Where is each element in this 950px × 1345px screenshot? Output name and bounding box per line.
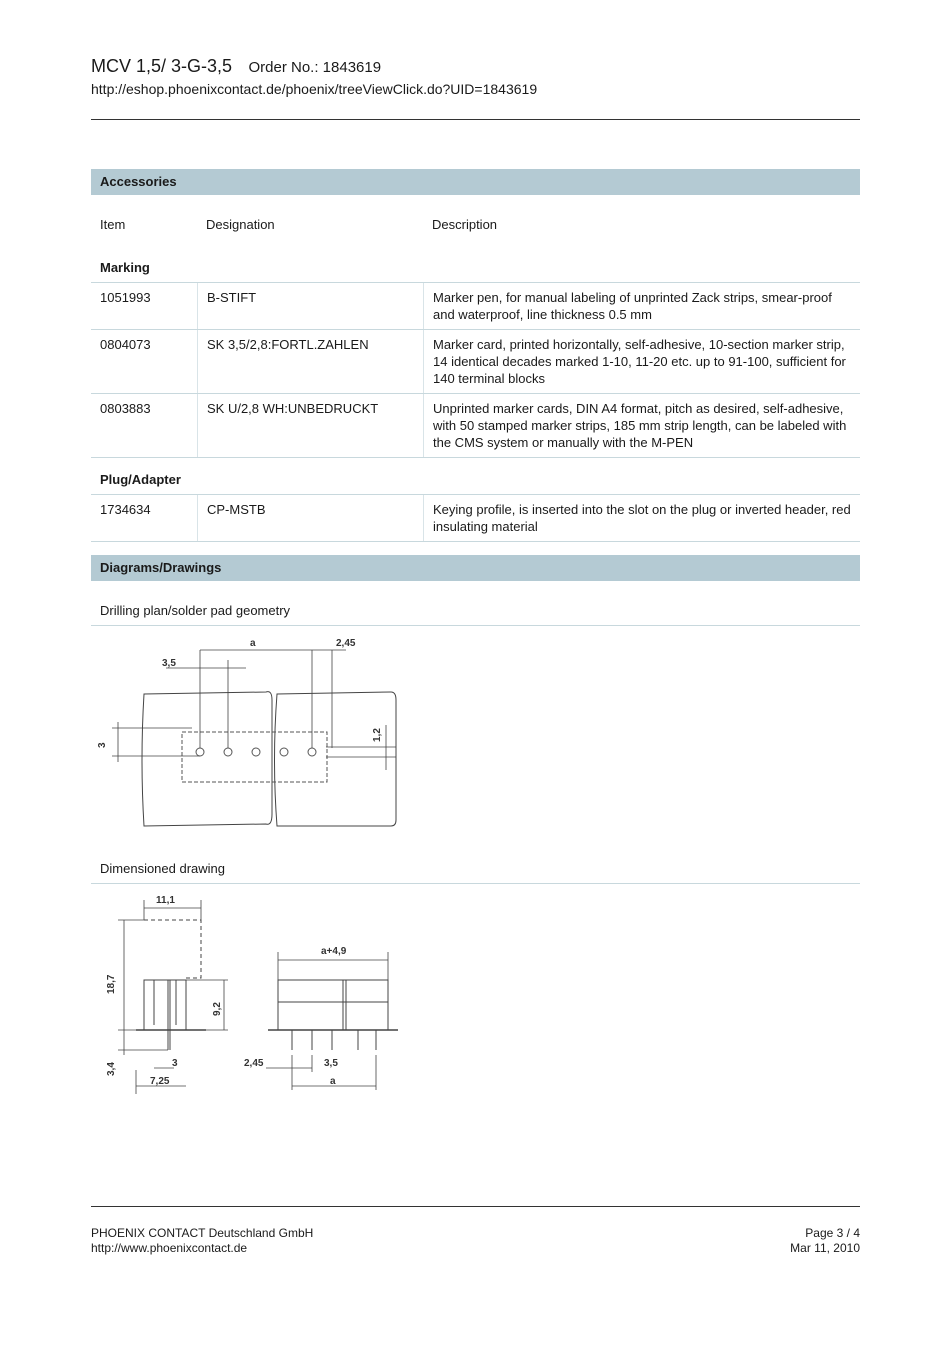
drilling-plan-drawing xyxy=(96,630,406,830)
header-divider xyxy=(91,119,860,120)
dim-label-9-2: 9,2 xyxy=(212,1002,223,1016)
designation: CP-MSTB xyxy=(198,495,424,542)
dim-label-3: 3 xyxy=(172,1058,178,1069)
footer-left xyxy=(91,1226,313,1256)
pcb-outline xyxy=(142,692,396,826)
column-header-designation: Designation xyxy=(206,217,275,232)
designation: SK U/2,8 WH:UNBEDRUCKT xyxy=(198,394,424,458)
description: Marker card, printed horizontally, self-adhesive, 10-section marker strip, 14 identical decades marked 1-10, 11-20 etc. up to 91-100, sufficient for 140 terminal blocks xyxy=(424,330,861,394)
dim-label-1-2: 1,2 xyxy=(372,728,383,742)
column-header-item: Item xyxy=(100,217,126,232)
product-url[interactable]: http://eshop.phoenixcontact.de/phoenix/treeViewClick.do?UID=1843619 xyxy=(91,81,538,97)
dimensioned-drawing xyxy=(96,890,416,1105)
diagrams-section-header: Diagrams/Drawings xyxy=(91,555,860,581)
dim-label-a-plus-4-9: a+4,9 xyxy=(321,946,347,957)
item-number: 1734634 xyxy=(91,495,198,542)
dim-label-2-45: 2,45 xyxy=(336,638,356,649)
dim-label-11-1: 11,1 xyxy=(156,895,175,906)
dim-label-2-45: 2,45 xyxy=(244,1058,264,1069)
description: Keying profile, is inserted into the slot on the plug or inverted header, red insulating material xyxy=(424,495,861,542)
footer-divider xyxy=(91,1206,860,1207)
dim-label-7-25: 7,25 xyxy=(150,1076,170,1087)
dim-label-3-5: 3,5 xyxy=(162,658,176,669)
item-number: 1051993 xyxy=(91,283,198,330)
drilling-plan-title: Drilling plan/solder pad geometry xyxy=(100,603,291,618)
dim-label-a: a xyxy=(250,638,256,649)
dim-label-a: a xyxy=(330,1076,336,1087)
dim-label-3-4: 3,4 xyxy=(106,1062,117,1076)
dim-label-3: 3 xyxy=(97,742,108,748)
drilling-plan-divider xyxy=(91,625,860,626)
table-row xyxy=(91,394,860,458)
item-number: 0803883 xyxy=(91,394,198,458)
table-row xyxy=(91,495,860,542)
product-name: MCV 1,5/ 3-G-3,5 xyxy=(91,56,233,76)
dim-label-3-5: 3,5 xyxy=(324,1058,338,1069)
front-view-dimensions xyxy=(266,952,388,1090)
header-title-line xyxy=(91,56,381,77)
group-title-marking: Marking xyxy=(100,260,150,275)
side-view xyxy=(136,920,206,1050)
dimensioned-drawing-divider xyxy=(91,883,860,884)
dimensioned-drawing-title: Dimensioned drawing xyxy=(100,861,226,876)
front-view xyxy=(268,980,398,1050)
dimension-lines xyxy=(112,650,396,770)
item-number: 0804073 xyxy=(91,330,198,394)
footer-company: PHOENIX CONTACT Deutschland GmbH xyxy=(91,1226,314,1240)
dim-label-18-7: 18,7 xyxy=(106,974,117,994)
table-row xyxy=(91,283,860,330)
plug-adapter-table xyxy=(91,494,860,542)
footer-date: Mar 11, 2010 xyxy=(790,1241,860,1255)
footer-website[interactable]: http://www.phoenixcontact.de xyxy=(91,1241,248,1255)
footer-right xyxy=(790,1226,860,1256)
solder-pad-row xyxy=(182,732,327,782)
column-header-description: Description xyxy=(432,217,498,232)
order-number: Order No.: 1843619 xyxy=(248,59,382,76)
accessories-section-header: Accessories xyxy=(91,169,860,195)
designation: SK 3,5/2,8:FORTL.ZAHLEN xyxy=(198,330,424,394)
marking-table xyxy=(91,282,860,458)
designation: B-STIFT xyxy=(198,283,424,330)
footer-page-number: Page 3 / 4 xyxy=(805,1226,860,1240)
table-row xyxy=(91,330,860,394)
description: Marker pen, for manual labeling of unprinted Zack strips, smear-proof and waterproof, line thickness 0.5 mm xyxy=(424,283,861,330)
description: Unprinted marker cards, DIN A4 format, pitch as desired, self-adhesive, with 50 stamped marker strips, 185 mm strip length, can be labeled with the CMS system or manually with the M-PEN xyxy=(424,394,861,458)
group-title-plug-adapter: Plug/Adapter xyxy=(100,472,181,487)
